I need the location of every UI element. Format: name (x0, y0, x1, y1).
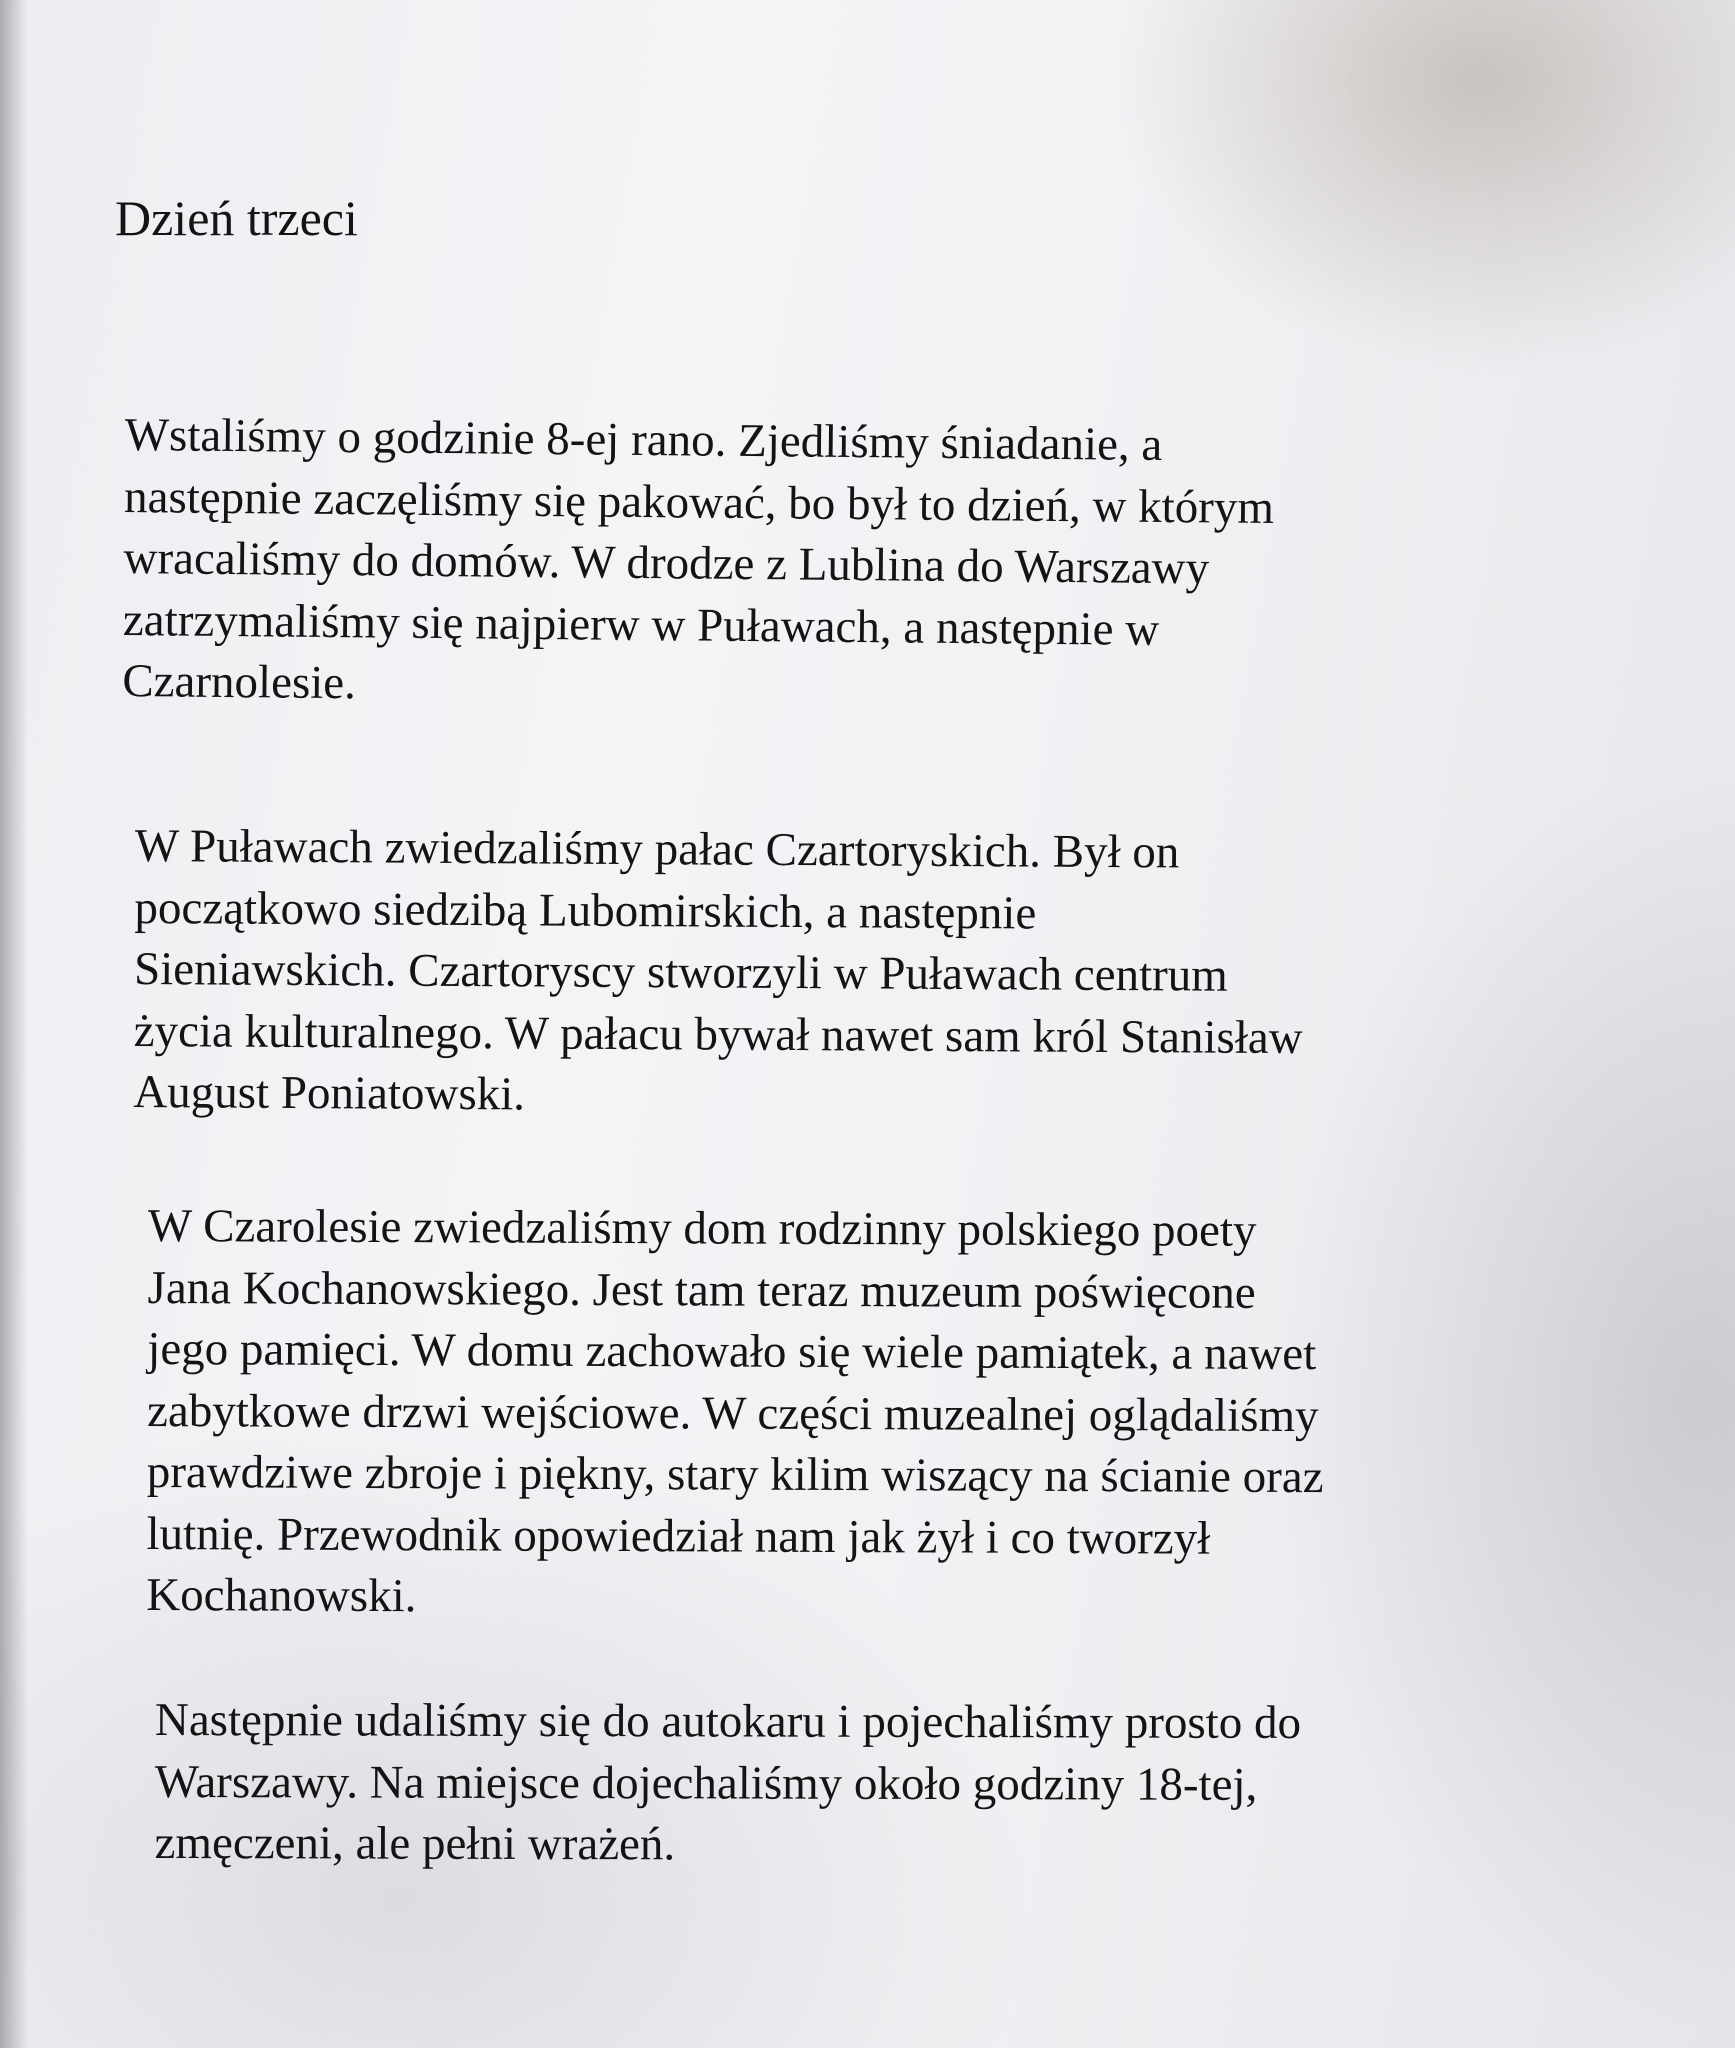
paragraph-3: W Czarolesie zwiedzaliśmy dom rodzinny polskiego poety Jana Kochanowskiego. Jest tam teraz muzeum poświęcone jego pamięci. W domu zachowało się wiele pamiątek, a nawet zabytkowe drzwi wejściowe. W części muzealnej oglądaliśmy prawdziwe zbroje i piękny, stary kilim wiszący na ścianie oraz lutnię. Przewodnik opowiedział nam jak żył i co tworzył Kochanowski. (146, 1200, 1324, 1623)
page-edge-shadow (0, 0, 28, 2048)
paragraph-4: Następnie udaliśmy się do autokaru i pojechaliśmy prosto do Warszawy. Na miejsce dojechaliśmy około godziny 18-tej, zmęczeni, ale pełni wrażeń. (154, 1694, 1302, 1871)
paragraph-1: Wstaliśmy o godzinie 8-ej rano. Zjedliśmy śniadanie, a następnie zaczęliśmy się pakować, bo był to dzień, w którym wracaliśmy do domów. W drodze z Lublina do Warszawy zatrzymaliśmy się najpierw w Puławach, a następnie w Czarnolesie. (122, 408, 1275, 710)
paragraph-2: W Puławach zwiedzaliśmy pałac Czartoryskich. Był on początkowo siedzibą Lubomirskich, a następnie Sieniawskich. Czartoryscy stworzyli w Puławach centrum życia kulturalnego. W pałacu bywał nawet sam król Stanisław August Poniatowski. (133, 819, 1303, 1121)
page-title: Dzień trzeci (115, 190, 358, 246)
